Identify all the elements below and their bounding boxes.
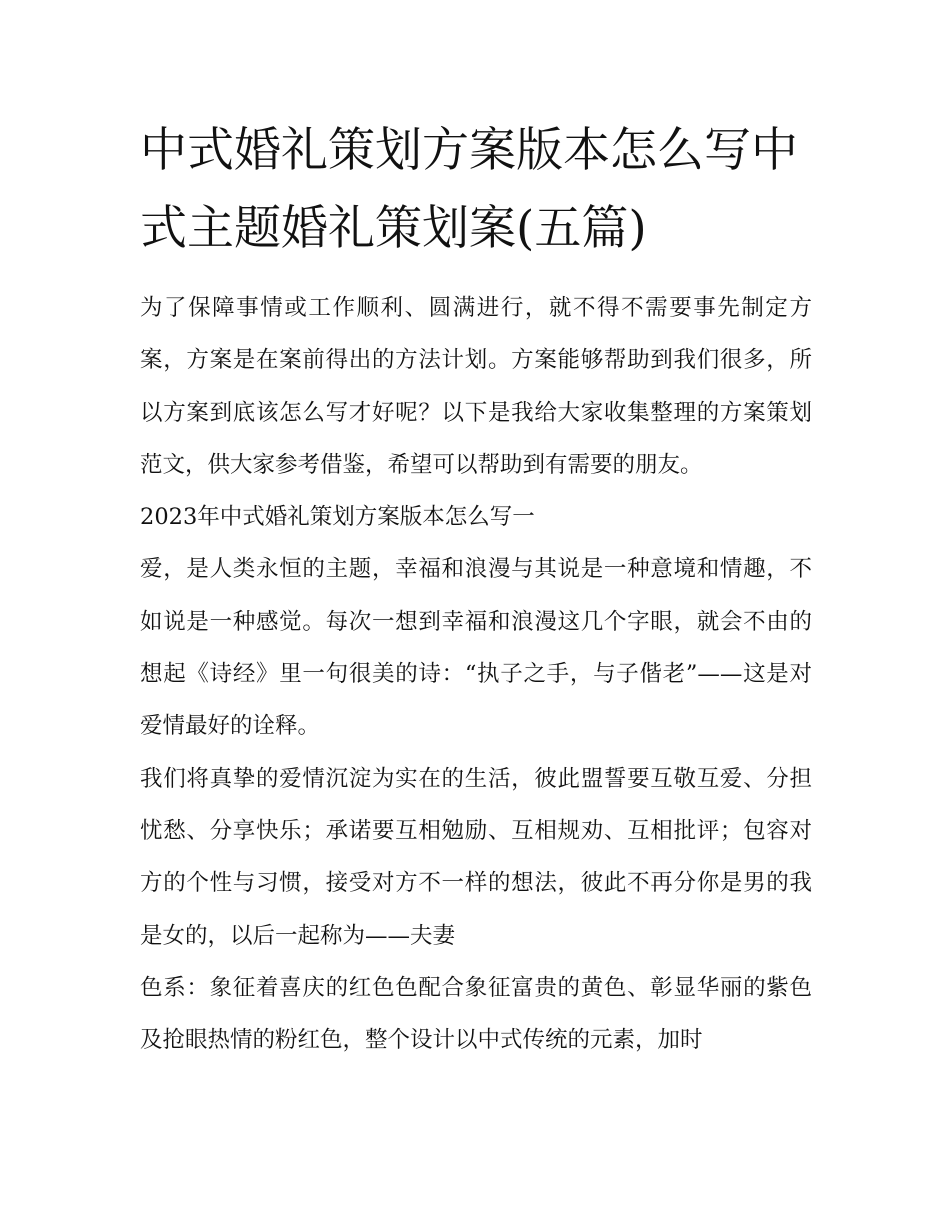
paragraph-vows: 我们将真挚的爱情沉淀为实在的生活，彼此盟誓要互敬互爱、分担忧愁、分享快乐；承诺要互相勉励、互相规劝、互相批评；包容对方的个性与习惯，接受对方不一样的想法，彼此不再分你是男的我是女的，以后一起称为——夫妻	[140, 765, 812, 949]
section-heading: 2023年中式婚礼策划方案版本怎么写一	[140, 504, 535, 531]
document-body	[140, 282, 812, 1066]
paragraph-love: 爱，是人类永恒的主题，幸福和浪漫与其说是一种意境和情趣，不如说是一种感觉。每次一想到幸福和浪漫这几个字眼，就会不由的想起《诗经》里一句很美的诗：“执子之手，与子偕老”——这是对爱情最好的诠释。	[140, 556, 812, 740]
document-page	[140, 112, 812, 1066]
document-title: 中式婚礼策划方案版本怎么写中式主题婚礼策划案(五篇)	[140, 123, 798, 256]
paragraph-intro: 为了保障事情或工作顺利、圆满进行，就不得不需要事先制定方案，方案是在案前得出的方法计划。方案能够帮助到我们很多，所以方案到底该怎么写才好呢？以下是我给大家收集整理的方案策划范文，供大家参考借鉴，希望可以帮助到有需要的朋友。	[140, 295, 812, 478]
paragraph-colors: 色系：象征着喜庆的红色色配合象征富贵的黄色、彰显华丽的紫色及抢眼热情的粉红色，整个设计以中式传统的元素，加时	[140, 974, 812, 1054]
